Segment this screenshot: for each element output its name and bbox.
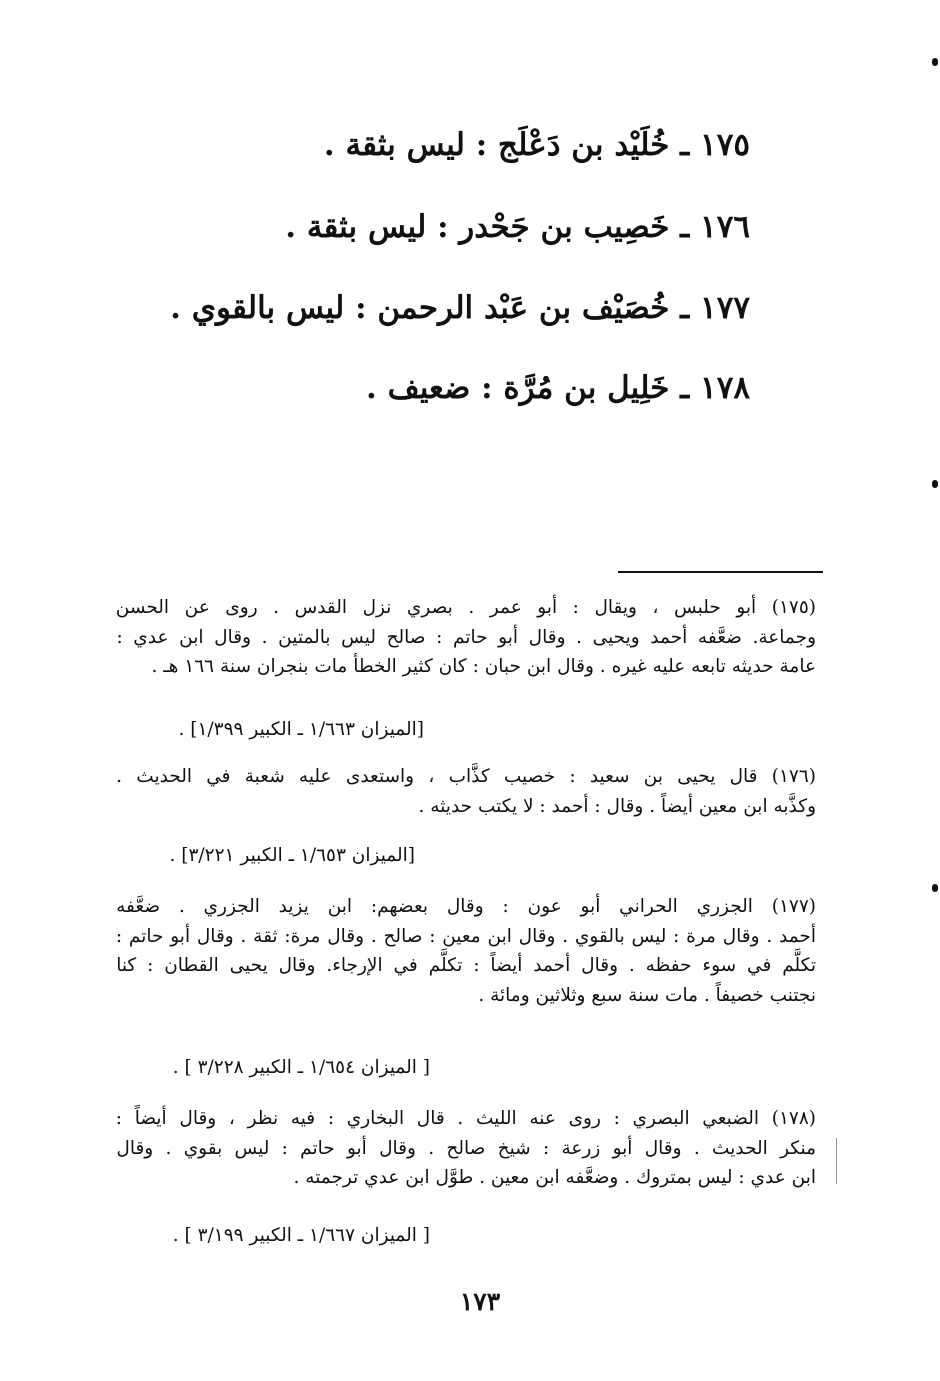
footnote-line: تكلَّم في سوء حفظه . وقال أحمد أيضاً : تكلَّم في الإرجاء. وقال يحيى القطان : كنا: [116, 955, 816, 976]
footnote-178: [116, 1104, 816, 1193]
margin-mark: [932, 58, 938, 66]
footnote-176: [116, 762, 816, 821]
footnote-reference-178: [ الميزان ١/٦٦٧ ـ الكبير ٣/١٩٩ ] .: [172, 1225, 430, 1246]
footnote-line: (١٧٥) أبو حلبس ، ويقال : أبو عمر . بصري نزل القدس . روى عن الحسن: [115, 597, 816, 618]
footnote-175: [116, 593, 816, 682]
scan-mark: [836, 1138, 837, 1184]
footnote-reference-177: [ الميزان ١/٦٥٤ ـ الكبير ٣/٢٢٨ ] .: [172, 1057, 430, 1078]
footnote-line: أحمد . وقال مرة : ليس بالقوي . وقال ابن معين : صالح . وقال مرة: ثقة . وقال أبو حاتم :: [115, 925, 816, 947]
footnote-line: ابن عدي : ليس بمتروك . وضعَّفه ابن معين . طوَّل ابن عدي ترجمته .: [293, 1167, 816, 1188]
entry-175: ١٧٥ ـ خُلَيْد بن دَعْلَج : ليس بثقة .: [323, 127, 750, 163]
margin-mark: [932, 884, 938, 892]
footnote-line: عامة حديثه تابعه عليه غيره . وقال ابن حبان : كان كثير الخطأ مات بنجران سنة ١٦٦ هـ .: [151, 656, 816, 677]
footnote-line: منكر الحديث . وقال أبو زرعة : شيخ صالح . وقال أبو حاتم : ليس بقوي . وقال: [116, 1137, 816, 1159]
footnote-177: [116, 892, 816, 1010]
page-number: ١٧٣: [459, 1287, 501, 1316]
footnote-line: (١٧٨) الضبعي البصري : روى عنه الليث . قال البخاري : فيه نظر ، وقال أيضاً :: [115, 1108, 816, 1129]
footnote-line: وكذَّبه ابن معين أيضاً . وقال : أحمد : لا يكتب حديثه .: [418, 795, 816, 817]
footnote-separator: [618, 571, 823, 573]
footnote-reference-175: [الميزان ١/٦٦٣ ـ الكبير ١/٣٩٩] .: [178, 719, 424, 740]
footnote-reference-176: [الميزان ١/٦٥٣ ـ الكبير ٣/٢٢١] .: [169, 845, 415, 866]
entry-178: ١٧٨ ـ خَلِيل بن مُرَّة : ضعيف .: [366, 370, 750, 406]
footnote-line: (١٧٦) قال يحيى بن سعيد : خصيب كذَّاب ، واستعدى عليه شعبة في الحديث .: [116, 766, 816, 787]
entry-176: ١٧٦ ـ خَصِيب بن جَحْدر : ليس بثقة .: [285, 209, 750, 245]
footnote-line: وجماعة. ضعَّفه أحمد ويحيى . وقال أبو حاتم : صالح ليس بالمتين . وقال ابن عدي :: [116, 626, 816, 648]
entry-177: ١٧٧ ـ خُصَيْف بن عَبْد الرحمن : ليس بالقوي .: [170, 290, 750, 326]
margin-mark: [932, 480, 938, 488]
footnote-line: (١٧٧) الجزري الحراني أبو عون : وقال بعضهم: ابن يزيد الجزري . ضعَّفه: [116, 896, 816, 917]
footnote-line: نجتنب خصيفاً . مات سنة سبع وثلاثين ومائة .: [478, 984, 816, 1006]
